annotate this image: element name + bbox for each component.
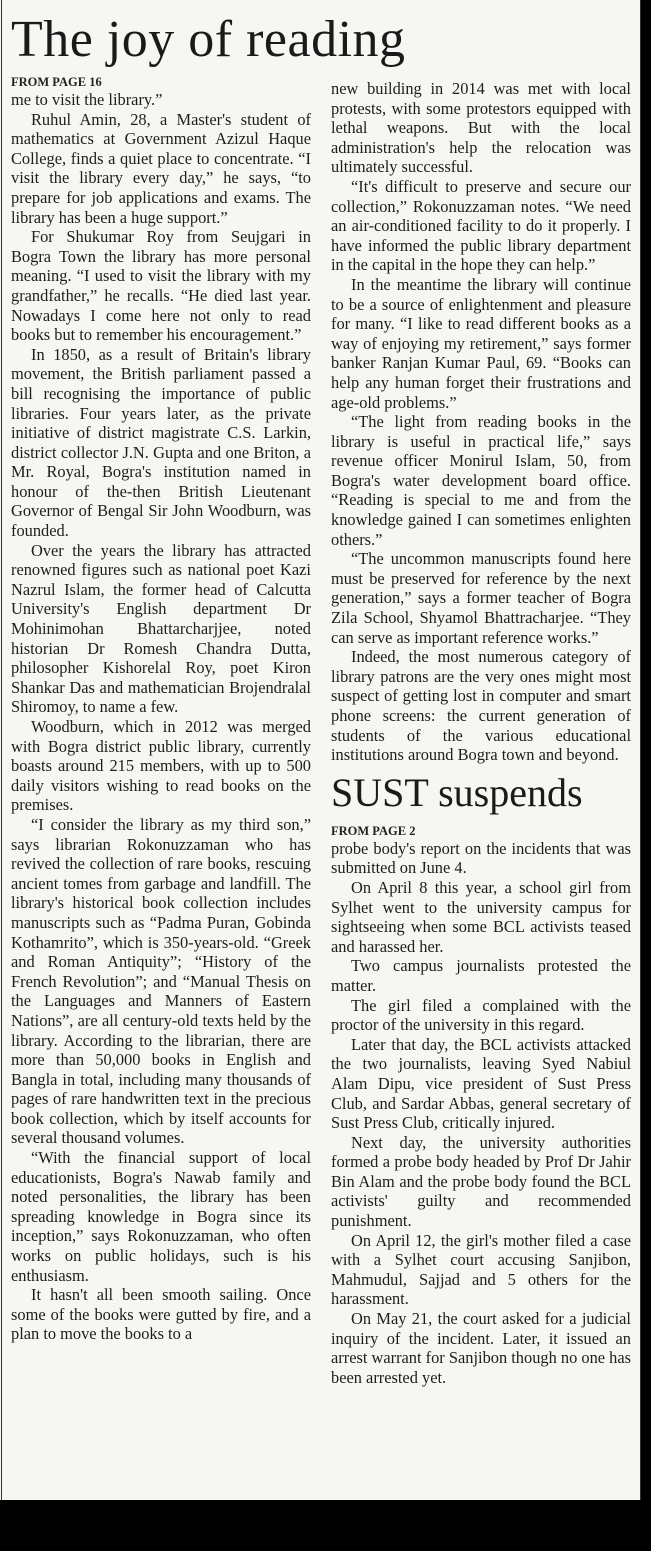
scan-margin-bottom xyxy=(0,1500,651,1551)
paragraph: Woodburn, which in 2012 was merged with Bogra district public library, currently boasts around 215 members, with up to 500 daily visitors wishing to read books on the premises. xyxy=(11,717,311,815)
paragraph: Ruhul Amin, 28, a Master's student of mathematics at Government Azizul Haque College, finds a quiet place to concentrate. “I visit the library every day,” he says, “to prepare for job applications and exams. The library has been a huge support.” xyxy=(11,109,311,227)
article-column-right xyxy=(331,79,631,1387)
paragraph: For Shukumar Roy from Seujgari in Bogra Town the library has more personal meaning. “I used to visit the library with my grandfather,” he recalls. “He died last year. Nowadays I come here not only to read books but to remember his encouragement.” xyxy=(11,227,311,345)
paragraph: On April 8 this year, a school girl from Sylhet went to the university campus for sightseeing when some BCL activists teased and harassed her. xyxy=(331,877,631,956)
paragraph: “The light from reading books in the library is useful in practical life,” says revenue officer Monirul Islam, 50, from Bogra's water development board office. “Reading is special to me and from the knowledge gained I can sometimes enlighten others.” xyxy=(331,412,631,549)
paragraph: Indeed, the most numerous category of library patrons are the very ones might most suspect of getting lost in computer and smart phone screens: the current generation of students of the various educational institutions around Bogra town and beyond. xyxy=(331,647,631,765)
paragraph: In 1850, as a result of Britain's library movement, the British parliament passed a bill recognising the importance of public libraries. Four years later, as the private initiative of district magistrate C.S. Larkin, district collector J.N. Gupta and one Briton, a Mr. Royal, Bogra's institution named in honour of the-then British Lieutenant Governor of Bengal Sir John Woodburn, was founded. xyxy=(11,344,311,541)
paragraph: me to visit the library.” xyxy=(11,90,163,109)
paragraph: Over the years the library has attracted renowned figures such as national poet Kazi Nazrul Islam, the former head of Calcutta University's English department Dr Mohinimohan Bhattarcharjjee, noted historian Dr Romesh Chandra Dutta, philosopher Kishorelal Roy, poet Kiron Shankar Das and mathematician Brojendralal Shiromoy, to name a few. xyxy=(11,540,311,717)
paragraph: Later that day, the BCL activists attacked the two journalists, leaving Syed Nabiul Alam Dipu, vice president of Sust Press Club, and Sardar Abbas, general secretary of Sust Press Club, critically injured. xyxy=(331,1034,631,1133)
left-border-rule xyxy=(1,0,2,1500)
paragraph: probe body's report on the incidents that was submitted on June 4. xyxy=(331,838,631,878)
paragraph: “It's difficult to preserve and secure our collection,” Rokonuzzaman notes. “We need an air-conditioned facility to do it properly. I have informed the public library department in the capital in the hope they can help.” xyxy=(331,176,631,275)
jump-line: FROM PAGE 16 xyxy=(11,75,102,89)
paragraph: On April 12, the girl's mother filed a case with a Sylhet court accusing Sanjibon, Mahmudul, Sajjad and 5 others for the harassment. xyxy=(331,1230,631,1309)
jump-line: FROM PAGE 2 xyxy=(331,823,416,838)
paragraph: It hasn't all been smooth sailing. Once some of the books were gutted by fire, and a plan to move the books to a xyxy=(11,1285,311,1344)
paragraph: Next day, the university authorities formed a probe body headed by Prof Dr Jahir Bin Alam and the probe body found the BCL activists' guilty and recommended punishment. xyxy=(331,1132,631,1231)
paragraph: “I consider the library as my third son,” says librarian Rokonuzzaman who has revived the collection of rare books, rescuing ancient tomes from garbage and landfill. The library's historical book collection includes manuscripts such as “Padma Puran, Gobinda Kothamrito”, which is 350-years-old. “Greek and Roman Antiquity”; “History of the French Revolution”; and “Manual Thesis on the Languages and Manners of Eastern Nations”, are all century-old texts held by the library. According to the librarian, there are more than 50,000 books in English and Bangla in total, including many thousands of pages of rare handwritten text in the precious book collection, which by itself accounts for several thousand volumes. xyxy=(11,814,311,1148)
article-headline: The joy of reading xyxy=(11,11,406,68)
paragraph: “The uncommon manuscripts found here must be preserved for reference by the next generation,” says a former teacher of Bogra Zila School, Shyamol Bhattracharjee. “They can serve as important reference works.” xyxy=(331,549,631,647)
paragraph: The girl filed a complained with the proctor of the university in this regard. xyxy=(331,995,631,1035)
right-border-rule xyxy=(640,0,641,1500)
paragraph: new building in 2014 was met with local protests, with some protestors equipped with lethal weapons. But with the local administration's help the relocation was ultimately successful. xyxy=(331,79,631,177)
paragraph: In the meantime the library will continue to be a source of enlightenment and pleasure for many. “I like to read different books as a way of enjoying my retirement,” says former banker Ranjan Kumar Paul, 69. “Books can help any human forget their frustrations and age-old problems.” xyxy=(331,274,631,412)
second-article-headline: SUST suspends xyxy=(331,769,583,815)
paragraph: Two campus journalists protested the matter. xyxy=(331,956,631,995)
article-column-left xyxy=(11,74,311,1344)
paragraph: “With the financial support of local educationists, Bogra's Nawab family and noted personalities, the library has been spreading knowledge in Bogra since its inception,” says Rokonuzzaman, who often works on public holidays, such is his enthusiasm. xyxy=(11,1148,311,1285)
paragraph: On May 21, the court asked for a judicial inquiry of the incident. Later, it issued an arrest warrant for Sanjibon though no one has been arrested yet. xyxy=(331,1309,631,1387)
